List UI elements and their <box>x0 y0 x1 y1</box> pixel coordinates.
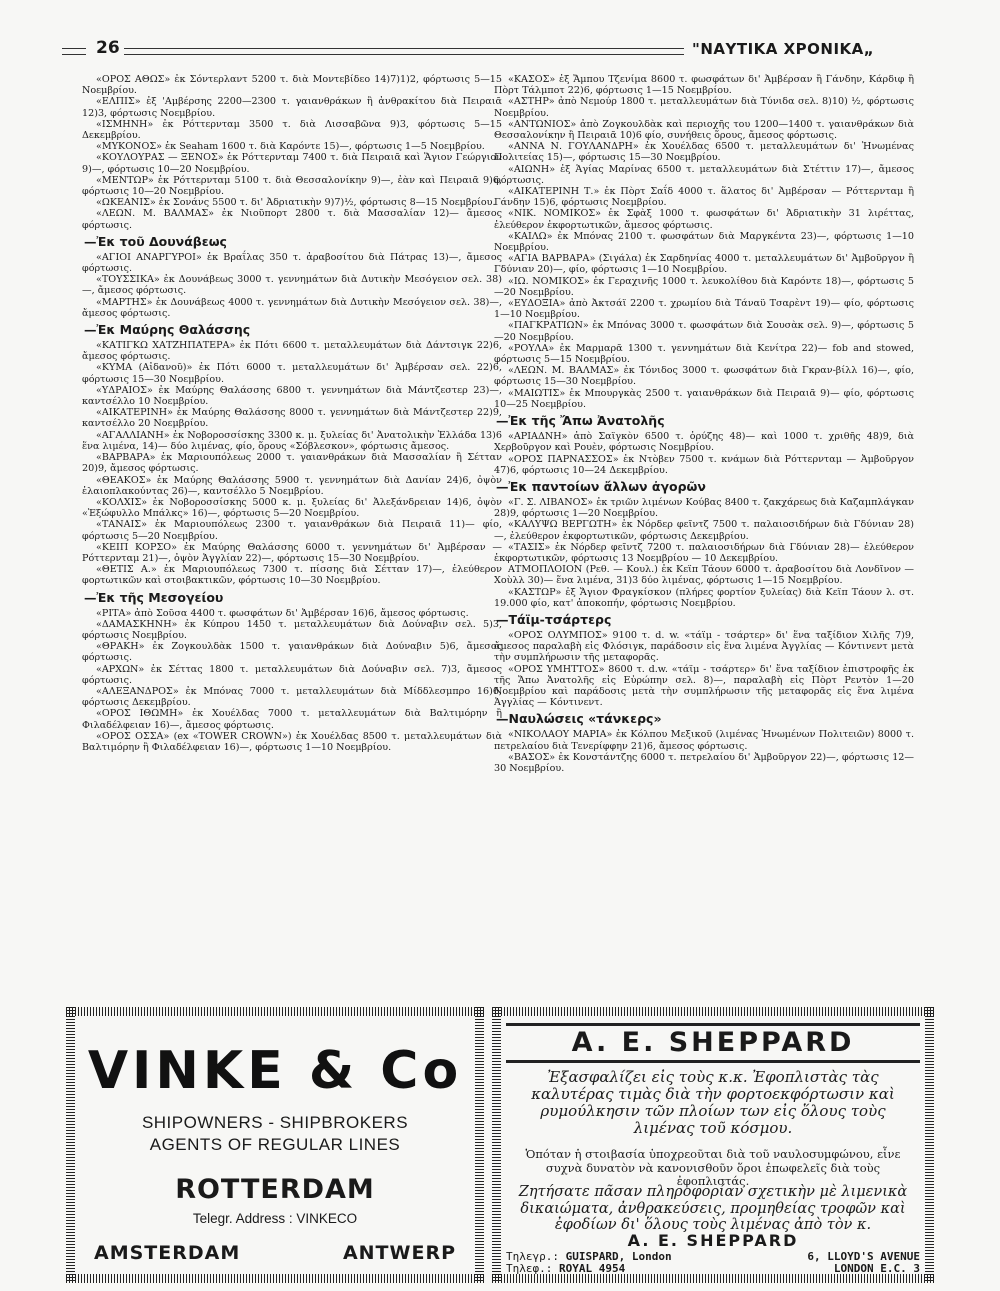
list-item: «ΤΟΥΣΣΙΚΑ» ἐκ Δουνάβεως 3000 τ. γεννημάτων διὰ Δυτικὴν Μεσόγειον σελ. 38)—, ἄμεσος φόρτωσις. <box>82 274 502 297</box>
vinke-advertisement <box>66 1007 484 1283</box>
sheppard-contacts <box>506 1251 672 1274</box>
list-item: «ΚΑΛΥΨΩ ΒΕΡΓΩΤΗ» ἐκ Νόρδερ φεῖντζ 7500 τ. παλαιοσιδήρων διὰ Γδύνιαν 28)—, ἐλεύθερον ἐκφορτωτικῶν, φόρτωσις Δεκεμβρίου. <box>494 519 914 542</box>
list-item: «ΑΡΙΑΔΝΗ» ἀπὸ Σαϊγκὸν 6500 τ. ὀρύζης 48)— καὶ 1000 τ. χριθῆς 48)9, διὰ Χερβοῦργον καὶ Ρουὲν, φόρτωσις Νοεμβρίου. <box>494 431 914 454</box>
telegraph-value: GUISPARD, London <box>565 1250 672 1263</box>
list-item: «ΝΙΚΟΛΑΟΥ ΜΑΡΙΑ» ἐκ Κόλπου Μεξικοῦ (λιμένας Ἡνωμένων Πολιτειῶν) 8000 τ. πετρελαίου διὰ Τενερίφφην 21)6, ἄμεσος φόρτωσις. <box>494 729 914 752</box>
sheppard-ad-content <box>506 1021 920 1275</box>
ad-border-right <box>925 1007 934 1283</box>
list-item: «ΛΕΩΝ. Μ. ΒΑΛΜΑΣ» ἐκ Νιοῦπορτ 2800 τ. διὰ Μασσαλίαν 12)— ἄμεσος φόρτωσις. <box>82 208 502 231</box>
list-item: «ΙΣΜΗΝΗ» ἐκ Ρόττερνταμ 3500 τ. διὰ Λισσαβῶνα 9)3, φόρτωσις 5—15 Δεκεμβρίου. <box>82 118 502 142</box>
ad-border-bottom <box>66 1274 484 1283</box>
list-item: «ΕΥΔΟΞΙΑ» ἀπὸ Ἀκτσάϊ 2200 τ. χρωμίου διὰ Τάναϋ Τσαρὲντ 19)— φίο, φόρτωσις 1—10 Νοεμβρίου. <box>494 298 914 321</box>
ad-border-right <box>475 1007 484 1283</box>
list-item: «ΟΡΟΣ ΥΜΗΤΤΟΣ» 8600 τ. d.w. «τάϊμ - τσάρτερ» δι' ἕνα ταξίδιον ἐπιστροφῆς ἐκ τῆς Ἄπω Ἀνατολῆς εἰς Εὐρώπην σελ. 8)—, παραλαβὴ εἰς Πὸρτ Ρεντὸν 1—20 Νοεμβρίου καὶ παράδοσις μετὰ τὴν συμπλήρωσιν τῆς μεταφορᾶς εἰς ἕνα λιμένα Ἀγγλίας — Κόντινεντ. <box>494 663 914 709</box>
list-item: «ΥΔΡΑΙΟΣ» ἐκ Μαύρης Θαλάσσης 6800 τ. γεννημάτων διὰ Μάντζεστερ 23)—, καντσέλλο 10 Νοεμβρίου. <box>82 384 502 408</box>
list-item: «ΑΓΙΑ ΒΑΡΒΑΡΑ» (Σιγάλα) ἐκ Σαρδηνίας 4000 τ. μεταλλευμάτων δι' Ἀμβοῦργον ἢ Γδύνιαν 20)—, φίο, φόρτωσις 1—10 Νοεμβρίου. <box>494 253 914 276</box>
address-line-2: LONDON E.C. 3 <box>833 1261 920 1275</box>
sheppard-advertisement <box>492 1007 934 1283</box>
section-heading-time-charters: —Τάϊμ-τσάρτερς <box>496 611 612 627</box>
sheppard-pitch: Ἐξασφαλίζει εἰς τοὺς κ.κ. Ἐφοπλιστὰς τὰς καλυτέρας τιμὰς διὰ τὴν φορτοεκφόρτωσιν καὶ ρυμούλκησιν τῶν πλοίων των εἰς ὅλους τοὺς λιμένας τοῦ κόσμου. <box>531 1068 895 1137</box>
list-item: «ΩΚΕΑΝΙΣ» ἐκ Σονάνς 5500 τ. δι' Ἀδριατικὴν 9)7)½, φόρτωσις 8—15 Νοεμβρίου. <box>96 197 496 209</box>
ad-border-top <box>66 1007 484 1016</box>
list-item: «ΑΙΩΝΗ» ἐξ Ἁγίας Μαρίνας 6500 τ. μεταλλευμάτων διὰ Στέττιν 17)—, ἄμεσος φόρτωσις. <box>494 163 914 186</box>
list-item: «ΑΝΤΩΝΙΟΣ» ἀπὸ Ζογκουλδὰκ καὶ περιοχῆς του 1200—1400 τ. γαιανθράκων διὰ Θεσσαλονίκην ἢ Πειραιᾶ 10)6 φίο, συνήθεις ὅρους, ἄμεσος φόρτωσις. <box>494 118 914 142</box>
section-heading-mediterranean: —Ἐκ τῆς Μεσογείου <box>84 589 224 605</box>
list-item: «ΚΑΤΙΓΚΩ ΧΑΤΖΗΠΑΤΕΡΑ» ἐκ Πότι 6600 τ. μεταλλευμάτων διὰ Δάντσιγκ 22)6, ἄμεσος φόρτωσις. <box>82 340 502 363</box>
list-item: «ΑΣΤΗΡ» ἀπὸ Νεμούρ 1800 τ. μεταλλευμάτων διὰ Τύνιδα σελ. 8)10) ½, φόρτωσις Νοεμβρίου. <box>494 96 914 119</box>
sheppard-address <box>807 1251 920 1274</box>
ad-border-top <box>492 1007 934 1016</box>
list-item: «ΡΙΤΑ» ἀπὸ Σοῦσα 4400 τ. φωσφάτων δι' Ἀμβέρσαν 16)6, ἄμεσος φόρτωσις. <box>96 607 469 619</box>
list-item: «ΜΑΡΤΗΣ» ἐκ Δουνάβεως 4000 τ. γεννημάτων διὰ Δυτικὴν Μεσόγειον σελ. 38)—, ἄμεσος φόρτωσις. <box>82 296 502 319</box>
vinke-services-line: SHIPOWNERS - SHIPBROKERS <box>141 1113 409 1132</box>
list-item: «ΚΥΜΑ (Αἰδανοῦ)» ἐκ Πότι 6000 τ. μεταλλευμάτων δι' Ἀμβέρσαν σελ. 22)6, φόρτωσις 15—30 Νοεμβρίου. <box>82 362 502 385</box>
list-item: «ΑΝΝΑ Ν. ΓΟΥΛΑΝΔΡΗ» ἐκ Χουέλδας 6500 τ. μεταλλευμάτων δι' Ἡνωμένας Πολιτείας 15)—, φόρτωσις 15—30 Νοεμβρίου. <box>494 141 914 164</box>
left-intro-list <box>82 74 502 231</box>
ad-border-left <box>492 1007 501 1283</box>
page-header <box>62 38 942 62</box>
list-item: «ΜΕΝΤΩΡ» ἐκ Ρόττερνταμ 5100 τ. διὰ Θεσσαλονίκην 9)—, ἐὰν καὶ Πειραιᾶ 9)6, φόρτωσις 10—20 Νοεμβρίου. <box>82 174 502 198</box>
section-heading-far-east: —Ἐκ τῆς Ἄπω Ἀνατολῆς <box>496 413 665 429</box>
list-item: «ΚΟΥΛΟΥΡΑΣ — ΞΕΝΟΣ» ἐκ Ρόττερνταμ 7400 τ. διὰ Πειραιᾶ καὶ Ἅγιον Γεώργιον 9)—, φόρτωσις 10—20 Νοεμβρίου. <box>82 152 502 175</box>
header-rule-center <box>124 48 684 55</box>
list-item: «ΑΙΚΑΤΕΡΙΝΗ Τ.» ἐκ Πὸρτ Σαΐδ 4000 τ. ἅλατος δι' Ἀμβέρσαν — Ρόττερνταμ ἢ Γάνδην 15)6, φόρτωσις Νοεμβρίου. <box>494 186 914 209</box>
list-item: «ΙΩ. ΝΟΜΙΚΟΣ» ἐκ Γεραχινῆς 1000 τ. λευκολίθου διὰ Καρόντε 18)—, φόρτωσις 5—20 Νοεμβρίου. <box>494 275 914 298</box>
ad-border-bottom <box>492 1274 934 1283</box>
list-item: «ΝΙΚ. ΝΟΜΙΚΟΣ» ἐκ Σφὰξ 1000 τ. φωσφάτων δι' Ἀδριατικὴν 31 λιρέττας, ἐλεύθερον ἐκφορτωτικῶν, ἄμεσος φόρτωσις. <box>494 208 914 231</box>
list-item: «ΚΑΙΛΩ» ἐκ Μπόνας 2100 τ. φωσφάτων διὰ Μαργκέντα 23)—, φόρτωσις 1—10 Νοεμβρίου. <box>494 230 914 254</box>
list-item: «ΟΡΟΣ ΟΛΥΜΠΟΣ» 9100 τ. d. w. «τάϊμ - τσάρτερ» δι' ἕνα ταξίδιον Χιλῆς 7)9, ἄμεσος παραλαβὴ εἰς Φλόσιγκ, παράδοσιν εἰς ἕνα λιμένα Ἀγγλίας — Κόντινεντ μετὰ τὴν συμπλήρωσιν τῆς μεταφορᾶς. <box>494 629 914 664</box>
list-item: «ΑΓΑΛΛΙΑΝΗ» ἐκ Νοβοροσσίσκης 3300 κ. μ. ξυλείας δι' Ἀνατολικὴν Ἑλλάδα 13)6 ἕνα λιμένα, 14)— δύο λιμένας, φίο, ὅρους «Σόβλεσκον», φόρτωσις ἄμεσος. <box>82 429 502 452</box>
list-item: «ΕΛΠΙΣ» ἐξ 'Αμβέρσης 2200—2300 τ. γαιανθράκων ἢ ἀνθρακίτου διὰ Πειραιᾶ 12)3, φόρτωσις Νοεμβρίου. <box>82 96 502 119</box>
list-item: «ΤΑΝΑΙΣ» ἐκ Μαριουπόλεως 2300 τ. γαιανθράκων διὰ Πειραιᾶ 11)— φίο, φόρτωσις 5—20 Νοεμβρίου. <box>82 519 502 542</box>
section-heading-various-markets: —Ἐκ παντοίων ἄλλων ἀγορῶν <box>496 478 706 494</box>
vinke-telegraph-address: Telegr. Address : VINKECO <box>192 1211 358 1226</box>
list-item: ΑΤΜΟΠΛΟΙΟΝ (Ρεθ. — Κουλ.) ἐκ Κεϊπ Τάουν 6000 τ. ἀραβοσίτου διὰ Λονδῖνον — Χοὺλλ 30)— ἕνα λιμένα, 31)3 δύο λιμένας, φόρτωσις 1—15 Νοεμβρίου. <box>494 564 914 587</box>
phone-value: ROYAL 4954 <box>558 1261 626 1275</box>
sheppard-request-info: Ζητήσατε πᾶσαν πληροφορίαν σχετικὴν μὲ λιμενικὰ δικαιώματα, ἀνθρακεύσεις, προμηθείας τροφῶν καὶ ἐφοδίων δι' ὅλους τοὺς λιμένας ἀπὸ τὸν κ. <box>518 1184 908 1233</box>
section-heading-black-sea: —Ἐκ Μαύρης Θαλάσσης <box>84 322 251 338</box>
section-heading-danube: —Ἐκ τοῦ Δουνάβεως <box>84 233 227 249</box>
list-item: «ΒΑΣΟΣ» ἐκ Κονστάντζης 6000 τ. πετρελαίου δι' Ἀμβοῦργον 22)—, φόρτωσις 12—30 Νοεμβρίου. <box>494 751 914 774</box>
list-item: «ΚΕΙΠ ΚΟΡΣΟ» ἐκ Μαύρης Θαλάσσης 6000 τ. γεννημάτων δι' Ἀμβέρσαν — Ρόττερνταμ 21)—, ὀψὸν Ἀγγλίαν 22)—, φόρτωσις 15—30 Νοεμβρίου. <box>82 541 502 564</box>
sheppard-company-name: A. E. SHEPPARD <box>506 1023 920 1063</box>
vinke-branch-antwerp: ANTWERP <box>342 1242 456 1264</box>
list-item: «ΚΑΣΟΣ» ἐξ Ἄμπου Τζενίμα 8600 τ. φωσφάτων δι' Ἀμβέρσαν ἢ Γάνδην, Κάρδιφ ἢ Πὸρτ Τάλμποτ 22)6, φόρτωσις 1—15 Νοεμβρίου. <box>494 74 914 97</box>
list-item: «ΒΑΡΒΑΡΑ» ἐκ Μαριουπόλεως 2000 τ. γαιανθράκων διὰ Μασσαλίαν ἢ Σέτταν 20)9, ἄμεσος φόρτωσις. <box>82 452 502 475</box>
vinke-agents-line: AGENTS OF REGULAR LINES <box>149 1135 401 1154</box>
vinke-city: ROTTERDAM <box>175 1174 375 1205</box>
list-item: «ΔΑΜΑΣΚΗΝΗ» ἐκ Κύπρου 1450 τ. μεταλλευμάτων διὰ Δούναβιν σελ. 5)3, φόρτωσις Νοεμβρίου. <box>82 618 502 641</box>
phone-label: Τηλεφ.: <box>506 1261 553 1275</box>
sheppard-stowage-note: Ὁπόταν ἡ στοιβασία ὑποχρεοῦται διὰ τοῦ ναυλοσυμφώνου, εἶνε συχνὰ δυνατὸν νὰ κανονισθοῦν ὅροι ἐπωφελεῖς διὰ τοὺς ἐφοπλιστάς. <box>525 1147 901 1188</box>
list-item: «ΑΡΧΩΝ» ἐκ Σέττας 1800 τ. μεταλλευμάτων διὰ Δούναβιν σελ. 7)3, ἄμεσος φόρτωσις. <box>82 663 502 686</box>
list-item: «ΠΑΓΚΡΑΤΙΩΝ» ἐκ Μπόνας 3000 τ. φωσφάτων διὰ Σουσὰκ σελ. 9)—, φόρτωσις 5—20 Νοεμβρίου. <box>494 320 914 343</box>
left-column <box>82 74 502 753</box>
list-item: «ΜΥΚΟΝΟΣ» ἐκ Seaham 1600 τ. διὰ Καρόντε 15)—, φόρτωσις 1—5 Νοεμβρίου. <box>96 141 485 153</box>
vinke-company-name: VINKE & Co <box>87 1041 463 1101</box>
telegraph-label: Τηλεγρ.: <box>506 1250 559 1263</box>
header-rule-left <box>62 48 86 55</box>
vinke-ad-content <box>80 1021 470 1269</box>
list-item: «ΚΟΛΧΙΣ» ἐκ Νοβοροσσίσκης 5000 κ. μ. ξυλείας δι' Ἀλεξάνδρειαν 14)6, ὀψὸν «Ἐξώφυλλο Μπάλκς» 16)—, φόρτωσις 5—20 Νοεμβρίου. <box>82 496 502 520</box>
list-item: «ΤΑΣΙΣ» ἐκ Νόρδερ φεῖντζ 7200 τ. παλαιοσιδήρων διὰ Γδύνιαν 28)— ἐλεύθερον ἐκφορτωτικῶν, φόρτωσις 13 Νοεμβρίου — 10 Δεκεμβρίου. <box>494 541 914 564</box>
list-item: «ΘΕΤΙΣ Α.» ἐκ Μαριουπόλεως 7300 τ. πίσσης διὰ Σέτταν 17)—, ἐλεύθερον φορτωτικῶν καὶ στοιβακτικῶν, φόρτωσις 10—30 Νοεμβρίου. <box>82 564 502 587</box>
list-item: «Γ. Σ. ΛΙΒΑΝΟΣ» ἐκ τριῶν λιμένων Κούβας 8400 τ. ζακχάρεως διὰ Καζαμπλάγκαν 28)9, φόρτωσις 1—20 Νοεμβρίου. <box>494 496 914 520</box>
list-item: «ΑΛΕΞΑΝΔΡΟΣ» ἐκ Μπόνας 7000 τ. μεταλλευμάτων διὰ Μίδδλεσμπρο 16)6, φόρτωσις Δεκεμβρίου. <box>82 685 502 709</box>
section-heading-tankers: —Ναυλώσεις «τάνκερς» <box>496 711 662 727</box>
list-item: «ΑΓΙΟΙ ΑΝΑΡΓΥΡΟΙ» ἐκ Βραΐλας 350 τ. ἀραβοσίτου διὰ Πάτρας 13)—, ἄμεσος φόρτωσις. <box>82 251 502 275</box>
page-number: 26 <box>96 38 120 58</box>
list-item: «ΘΡΑΚΗ» ἐκ Ζογκουλδὰκ 1500 τ. γαιανθράκων διὰ Δούναβιν 5)6, ἄμεσος φόρτωσις. <box>82 641 502 664</box>
list-item: «ΛΕΩΝ. Μ. ΒΑΛΜΑΣ» ἐκ Τόνιδος 3000 τ. φωσφάτων διὰ Γκραν-βίλλ 16)—, φίο, φόρτωσις 15—30 Νοεμβρίου. <box>494 365 914 388</box>
list-item: «ΑΙΚΑΤΕΡΙΝΗ» ἐκ Μαύρης Θαλάσσης 8000 τ. γεννημάτων διὰ Μάντζεστερ 22)9, καντσέλλο 20 Νοεμβρίου. <box>82 407 502 430</box>
sheppard-signature-name: A. E. SHEPPARD <box>627 1231 799 1250</box>
address-line-1: 6, LLOYD'S AVENUE <box>807 1250 920 1263</box>
right-column <box>494 74 914 774</box>
list-item: «ΜΑΙΩΤΙΣ» ἐκ Μπουργκὰς 2500 τ. γαιανθράκων διὰ Πειραιᾶ 9)— φίο, φόρτωσις 10—25 Νοεμβρίου. <box>494 387 914 410</box>
list-item: «ΚΑΣΤΩΡ» ἐξ Ἄγιον Φραγκίσκον (πλήρες φορτίον ξυλείας) διὰ Κεϊπ Τάουν λ. στ. 19.000 φίο, κατ' ἀποκοπήν, φόρτωσις Νοεμβρίου. <box>494 586 914 609</box>
vinke-branch-amsterdam: AMSTERDAM <box>94 1242 241 1264</box>
list-item: «ΟΡΟΣ ΠΑΡΝΑΣΣΟΣ» ἐκ Ντὸβεν 7500 τ. κνάμων διὰ Ρόττερνταμ — Ἀμβοῦργον 47)6, φόρτωσις 10—24 Δεκεμβρίου. <box>494 453 914 476</box>
list-item: «ΟΡΟΣ ΑΘΩΣ» ἐκ Σόντερλαντ 5200 τ. διὰ Μοντεβίδεο 14)7)1)2, φόρτωσις 5—15 Νοεμβρίου. <box>82 74 502 97</box>
ad-border-left <box>66 1007 75 1283</box>
list-item: «ΘΕΑΚΟΣ» ἐκ Μαύρης Θαλάσσης 5900 τ. γεννημάτων διὰ Δανίαν 24)6, ὀψὸν ἐλαιοπλακούντας 26)—, καντσέλλο 5 Νοεμβρίου. <box>82 474 502 497</box>
list-item: «ΡΟΥΛΑ» ἐκ Μαρμαρᾶ 1300 τ. γεννημάτων διὰ Κενίτρα 22)— fob and stowed, φόρτωσις 5—15 Νοεμβρίου. <box>494 342 914 366</box>
publication-title: "ΝΑΥΤΙΚΑ ΧΡΟΝΙΚΑ„ <box>692 40 875 58</box>
list-item: «ΟΡΟΣ ΟΣΣΑ» (ex «TOWER CROWN») ἐκ Χουέλδας 8500 τ. μεταλλευμάτων διὰ Βαλτιμόρην ἢ Φιλαδέλφειαν 16)—, φόρτωσις 1—10 Νοεμβρίου. <box>82 730 502 753</box>
sheppard-contact-footer <box>506 1251 920 1273</box>
list-item: «ΟΡΟΣ ΙΘΩΜΗ» ἐκ Χουέλδας 7000 τ. μεταλλευμάτων διὰ Βαλτιμόρην ἢ Φιλαδέλφειαν 16)—, ἄμεσος φόρτωσις. <box>82 708 502 731</box>
